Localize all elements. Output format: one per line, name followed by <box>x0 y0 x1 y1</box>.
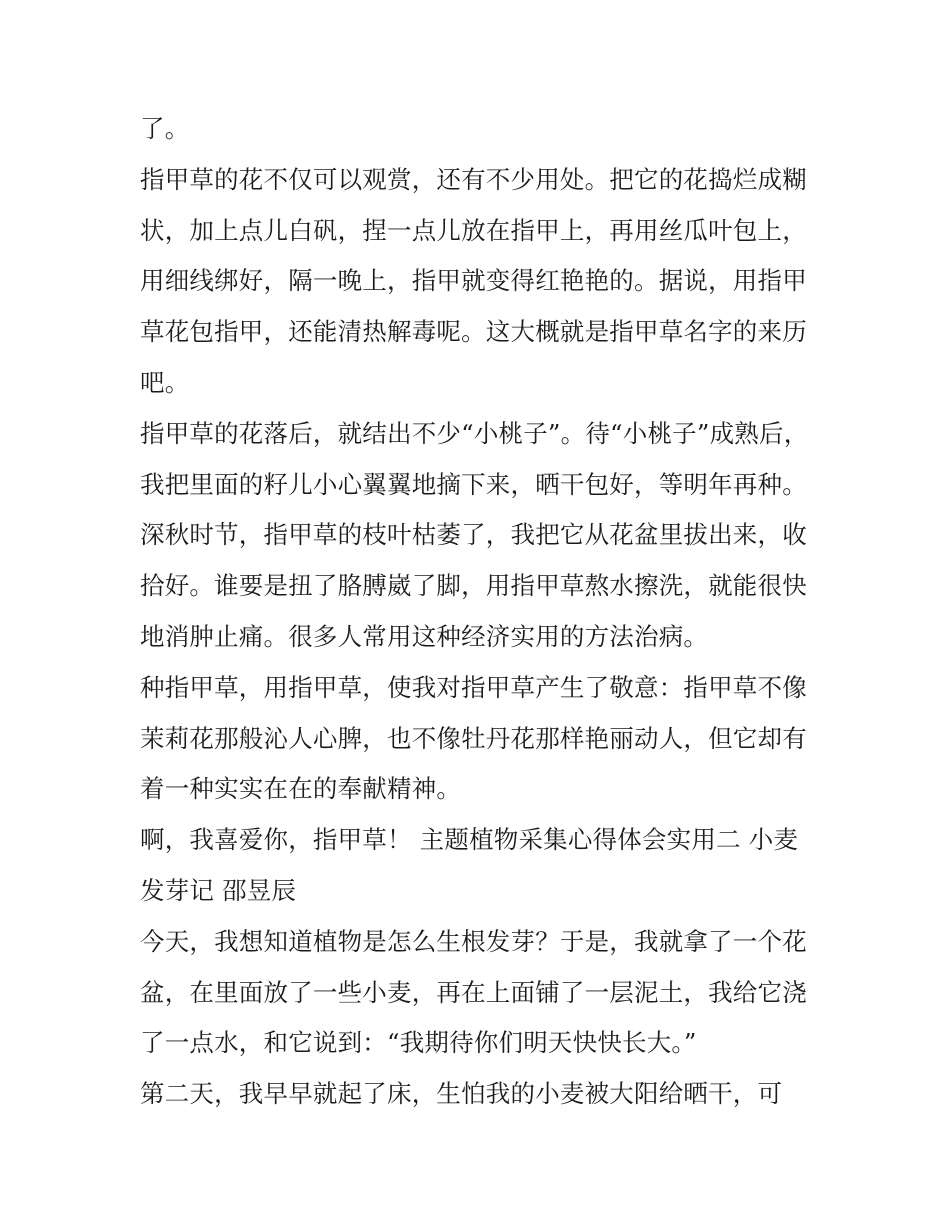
text-line: 草花包指甲，还能清热解毒呢。这大概就是指甲草名字的来历 <box>140 317 807 347</box>
text-line: 状，加上点儿白矾，捏一点儿放在指甲上，再用丝瓜叶包上， <box>140 215 807 245</box>
text-line: 了。 <box>140 114 190 143</box>
text-line: 第二天，我早早就起了床，生怕我的小麦被大阳给晒干，可 <box>140 1079 783 1109</box>
text-line: 地消肿止痛。很多人常用这种经济实用的方法治病。 <box>140 621 709 651</box>
document-body <box>140 104 820 1120</box>
text-line: 发芽记 邵昱辰 <box>140 875 297 905</box>
text-line: 吧。 <box>140 367 190 397</box>
text-line: 指甲草的花落后，就结出不少“小桃子”。待“小桃子”成熟后， <box>140 418 809 448</box>
text-line: 茉莉花那般沁人心脾，也不像牡丹花那样艳丽动人，但它却有 <box>140 723 807 753</box>
text-line: 啊，我喜爱你，指甲草！ 主题植物采集心得体会实用二 小麦 <box>140 825 799 855</box>
text-line: 我把里面的籽儿小心翼翼地摘下来，晒干包好，等明年再种。 <box>140 469 807 499</box>
text-line: 深秋时节，指甲草的枝叶枯萎了，我把它从花盆里拔出来，收 <box>140 520 807 550</box>
text-line: 种指甲草，用指甲草，使我对指甲草产生了敬意：指甲草不像 <box>140 672 807 702</box>
text-line: 着一种实实在在的奉献精神。 <box>140 774 462 804</box>
text-line: 盆，在里面放了一些小麦，再在上面铺了一层泥土，我给它浇 <box>140 977 807 1007</box>
text-line: 用细线绑好，隔一晚上，指甲就变得红艳艳的。据说，用指甲 <box>140 266 807 296</box>
text-line: 指甲草的花不仅可以观赏，还有不少用处。把它的花捣烂成糊 <box>140 164 807 194</box>
text-line: 了一点水，和它说到：“我期待你们明天快快长大。” <box>140 1028 697 1058</box>
text-line: 拾好。谁要是扭了胳膊崴了脚，用指甲草熬水擦洗，就能很快 <box>140 571 807 601</box>
text-line: 今天，我想知道植物是怎么生根发芽？于是，我就拿了一个花 <box>140 926 807 956</box>
